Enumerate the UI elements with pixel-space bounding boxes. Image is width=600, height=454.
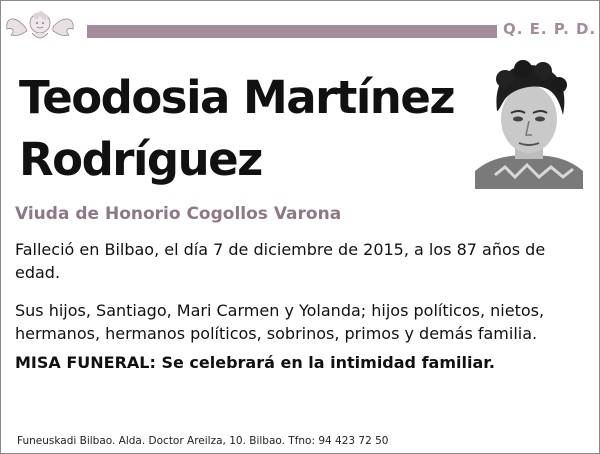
deceased-name-line-1: Teodosia Martínez xyxy=(19,71,455,124)
deceased-name-line-2: Rodríguez xyxy=(19,133,262,186)
death-notice-paragraph: Falleció en Bilbao, el día 7 de diciembre de 2015, a los 87 años de edad. xyxy=(15,240,546,282)
qepd-badge: Q. E. P. D. xyxy=(503,20,597,38)
portrait-photo xyxy=(475,59,583,189)
widow-of-subtitle: Viuda de Honorio Cogollos Varona xyxy=(15,204,342,224)
funeral-home-footer: Funeuskadi Bilbao. Alda. Doctor Areilza, 10. Bilbao. Tfno: 94 423 72 50 xyxy=(17,435,389,447)
funeral-mass-notice: MISA FUNERAL: Se celebrará en la intimidad familiar. xyxy=(15,353,495,372)
deceased-name xyxy=(19,67,469,191)
header-bar xyxy=(87,25,497,38)
family-paragraph: Sus hijos, Santiago, Mari Carmen y Yolanda; hijos políticos, nietos, hermanos, hermanos políticos, sobrinos, primos y demás familia. xyxy=(15,301,545,343)
cherub-angel-icon xyxy=(3,7,77,45)
